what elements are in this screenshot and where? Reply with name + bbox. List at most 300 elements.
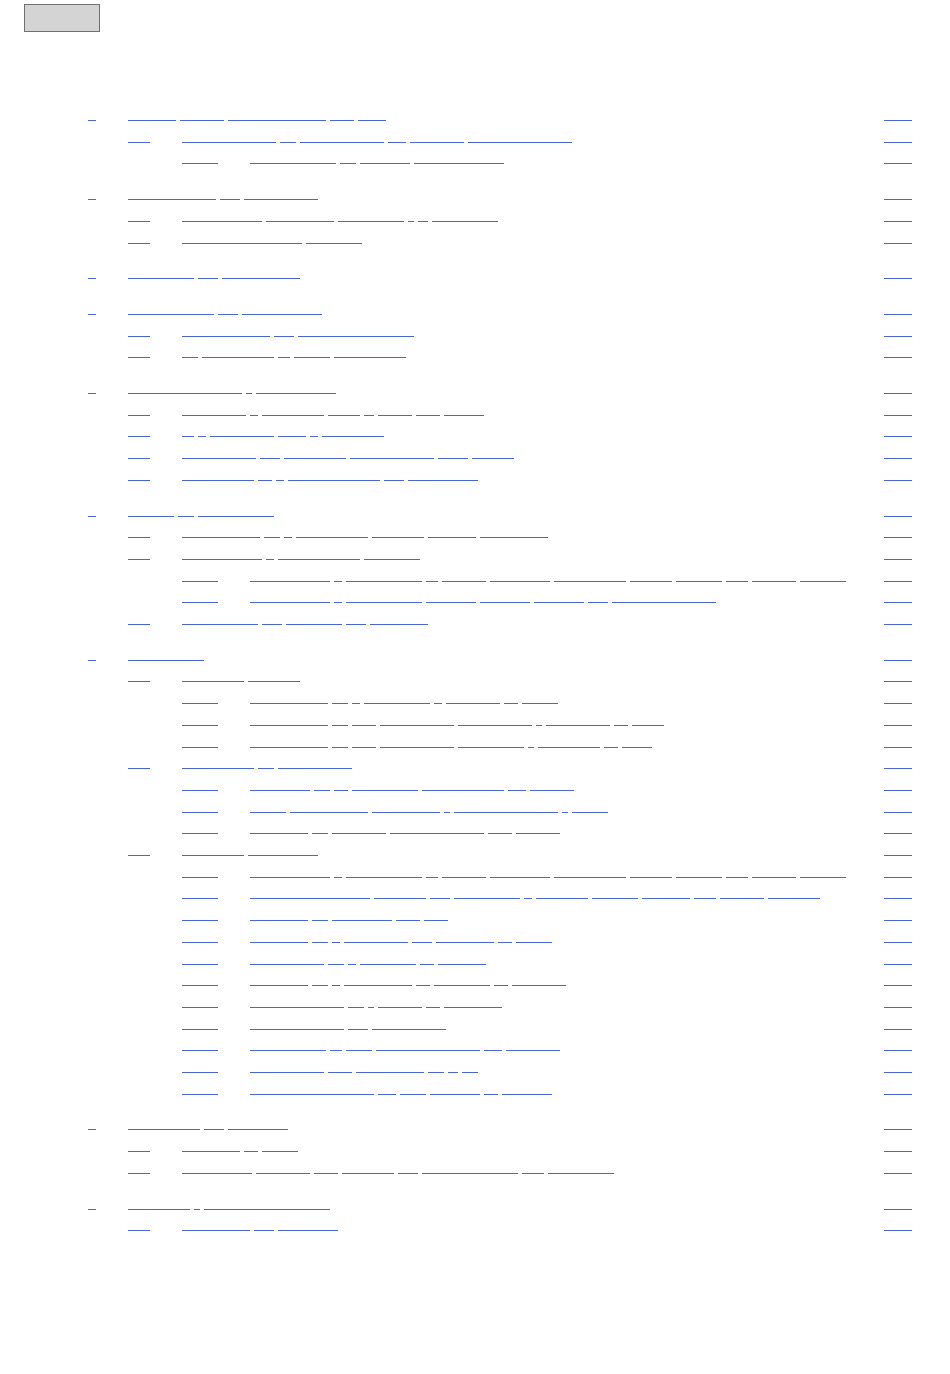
toc-entry-title-word[interactable] (288, 480, 380, 481)
toc-entry[interactable] (0, 675, 950, 687)
toc-entry-title-word[interactable] (250, 415, 258, 416)
toc-entry-title-word[interactable] (128, 660, 204, 661)
toc-entry-title-word[interactable] (454, 812, 558, 813)
toc-entry-title-word[interactable] (408, 480, 478, 481)
toc-entry-title-word[interactable] (536, 725, 542, 726)
toc-entry-title-word[interactable] (182, 243, 302, 244)
toc-entry-title-word[interactable] (296, 537, 368, 538)
toc-entry-title-word[interactable] (182, 436, 194, 437)
toc-entry-title-word[interactable] (346, 624, 366, 625)
toc-entry-page-number[interactable] (884, 393, 912, 394)
toc-entry-page-number[interactable] (884, 142, 912, 143)
toc-entry-title-word[interactable] (250, 985, 308, 986)
toc-entry-number[interactable] (88, 1209, 96, 1210)
toc-entry-number[interactable] (128, 436, 150, 437)
toc-entry-title-word[interactable] (388, 142, 406, 143)
toc-entry-number[interactable] (128, 1151, 150, 1152)
toc-entry-title-word[interactable] (434, 703, 442, 704)
toc-entry-number[interactable] (182, 920, 218, 921)
toc-entry-title-word[interactable] (498, 942, 512, 943)
toc-entry-title-word[interactable] (250, 833, 308, 834)
toc-entry-title-word[interactable] (328, 964, 344, 965)
toc-entry-title-word[interactable] (534, 602, 584, 603)
toc-entry-title-word[interactable] (446, 703, 500, 704)
toc-entry-title-word[interactable] (128, 199, 216, 200)
toc-entry-title-word[interactable] (262, 624, 282, 625)
toc-entry-title-word[interactable] (278, 559, 360, 560)
toc-entry-title-word[interactable] (396, 920, 420, 921)
toc-entry-number[interactable] (88, 314, 96, 315)
toc-entry-title-word[interactable] (182, 681, 244, 682)
toc-entry-number[interactable] (182, 812, 218, 813)
toc-entry-title-word[interactable] (434, 985, 490, 986)
toc-entry-title-word[interactable] (424, 920, 448, 921)
toc-entry-title-word[interactable] (726, 581, 748, 582)
toc-entry-page-number[interactable] (884, 357, 912, 358)
toc-entry-title-word[interactable] (352, 725, 376, 726)
toc-entry-title-word[interactable] (258, 768, 274, 769)
toc-entry-title-word[interactable] (332, 725, 348, 726)
toc-entry-title-word[interactable] (256, 1173, 310, 1174)
toc-entry-number[interactable] (88, 660, 96, 661)
toc-entry-title-word[interactable] (720, 898, 764, 899)
toc-entry-title-word[interactable] (180, 120, 224, 121)
toc-entry-title-word[interactable] (524, 898, 532, 899)
toc-entry-page-number[interactable] (884, 415, 912, 416)
toc-entry-title-word[interactable] (182, 855, 244, 856)
toc-entry-title-word[interactable] (344, 942, 408, 943)
toc-entry-title-word[interactable] (422, 1173, 518, 1174)
toc-entry-title-word[interactable] (458, 747, 524, 748)
toc-entry-title-word[interactable] (250, 602, 330, 603)
toc-entry-title-word[interactable] (352, 747, 376, 748)
toc-entry-number[interactable] (182, 581, 218, 582)
toc-entry-title-word[interactable] (378, 1094, 396, 1095)
toc-entry-page-number[interactable] (884, 480, 912, 481)
toc-entry-number[interactable] (182, 898, 218, 899)
toc-entry-page-number[interactable] (884, 1173, 912, 1174)
toc-entry-page-number[interactable] (884, 833, 912, 834)
toc-entry-title-word[interactable] (182, 559, 262, 560)
toc-entry-title-word[interactable] (250, 747, 328, 748)
toc-entry-number[interactable] (88, 1129, 96, 1130)
toc-entry-title-word[interactable] (340, 163, 356, 164)
toc-entry-number[interactable] (182, 1072, 218, 1073)
toc-entry-page-number[interactable] (884, 624, 912, 625)
toc-entry-title-word[interactable] (254, 1230, 274, 1231)
toc-entry-title-word[interactable] (462, 1072, 478, 1073)
toc-entry-page-number[interactable] (884, 898, 912, 899)
toc-entry[interactable] (0, 409, 950, 421)
toc-entry-page-number[interactable] (884, 1209, 912, 1210)
toc-entry-title-word[interactable] (352, 703, 360, 704)
toc-entry-page-number[interactable] (884, 1230, 912, 1231)
toc-entry-number[interactable] (182, 163, 218, 164)
toc-entry-number[interactable] (182, 942, 218, 943)
toc-entry[interactable] (0, 719, 950, 731)
toc-entry-title-word[interactable] (454, 898, 520, 899)
toc-entry-title-word[interactable] (128, 120, 176, 121)
toc-entry-title-word[interactable] (250, 1029, 344, 1030)
toc-entry-title-word[interactable] (484, 1050, 502, 1051)
toc-entry-title-word[interactable] (182, 458, 256, 459)
toc-entry-title-word[interactable] (204, 1209, 330, 1210)
toc-entry-title-word[interactable] (522, 703, 558, 704)
toc-entry-title-word[interactable] (398, 1173, 418, 1174)
toc-entry-title-word[interactable] (528, 747, 534, 748)
toc-entry-title-word[interactable] (250, 898, 370, 899)
toc-entry-title-word[interactable] (332, 985, 340, 986)
toc-entry[interactable] (0, 387, 950, 399)
toc-entry-title-word[interactable] (330, 1050, 342, 1051)
toc-entry-number[interactable] (128, 559, 150, 560)
toc-entry[interactable] (0, 452, 950, 464)
toc-entry-title-word[interactable] (278, 436, 306, 437)
toc-entry-title-word[interactable] (276, 480, 284, 481)
toc-entry-title-word[interactable] (334, 602, 342, 603)
toc-entry-title-word[interactable] (228, 1129, 288, 1130)
toc-entry-title-word[interactable] (314, 1173, 338, 1174)
toc-entry-number[interactable] (128, 1230, 150, 1231)
toc-entry[interactable] (0, 1088, 950, 1100)
toc-entry-title-word[interactable] (370, 624, 428, 625)
toc-entry-number[interactable] (128, 480, 150, 481)
toc-entry-title-word[interactable] (472, 458, 514, 459)
toc-entry-title-word[interactable] (506, 1050, 560, 1051)
toc-entry-number[interactable] (128, 624, 150, 625)
toc-entry-title-word[interactable] (356, 1072, 424, 1073)
toc-entry-title-word[interactable] (182, 357, 198, 358)
toc-entry-title-word[interactable] (312, 833, 328, 834)
toc-entry-title-word[interactable] (328, 1072, 352, 1073)
toc-entry-title-word[interactable] (250, 790, 310, 791)
toc-entry-title-word[interactable] (182, 221, 262, 222)
toc-entry-title-word[interactable] (182, 537, 260, 538)
toc-entry-title-word[interactable] (338, 221, 404, 222)
toc-entry-page-number[interactable] (884, 1007, 912, 1008)
toc-entry-page-number[interactable] (884, 660, 912, 661)
toc-entry-title-word[interactable] (416, 415, 440, 416)
toc-entry-title-word[interactable] (430, 898, 450, 899)
toc-entry-title-word[interactable] (202, 357, 274, 358)
toc-entry-title-word[interactable] (128, 516, 174, 517)
toc-entry-title-word[interactable] (250, 725, 328, 726)
toc-entry-title-word[interactable] (250, 703, 328, 704)
toc-entry-title-word[interactable] (632, 725, 664, 726)
toc-entry-title-word[interactable] (400, 1094, 426, 1095)
toc-entry-page-number[interactable] (884, 985, 912, 986)
toc-entry-title-word[interactable] (290, 812, 368, 813)
toc-entry[interactable] (0, 330, 950, 342)
toc-entry-title-word[interactable] (334, 790, 348, 791)
toc-entry-page-number[interactable] (884, 581, 912, 582)
toc-entry[interactable] (0, 871, 950, 883)
toc-entry-title-word[interactable] (266, 221, 334, 222)
toc-entry-title-word[interactable] (484, 1094, 498, 1095)
toc-entry[interactable] (0, 1123, 950, 1135)
toc-entry-title-word[interactable] (384, 480, 404, 481)
toc-entry-page-number[interactable] (884, 812, 912, 813)
toc-entry-title-word[interactable] (328, 415, 360, 416)
toc-entry-title-word[interactable] (250, 812, 286, 813)
toc-entry-title-word[interactable] (250, 942, 308, 943)
toc-entry-title-word[interactable] (562, 812, 568, 813)
toc-entry-page-number[interactable] (884, 703, 912, 704)
toc-entry-title-word[interactable] (244, 199, 318, 200)
toc-entry-page-number[interactable] (884, 221, 912, 222)
toc-entry-title-word[interactable] (630, 581, 672, 582)
toc-entry-number[interactable] (182, 725, 218, 726)
toc-entry[interactable] (0, 914, 950, 926)
toc-entry-title-word[interactable] (800, 581, 846, 582)
toc-entry-title-word[interactable] (194, 1209, 200, 1210)
toc-entry-title-word[interactable] (182, 142, 276, 143)
toc-entry-title-word[interactable] (178, 516, 194, 517)
toc-entry-title-word[interactable] (128, 1209, 190, 1210)
toc-entry-title-word[interactable] (432, 221, 498, 222)
toc-entry-title-word[interactable] (380, 747, 454, 748)
toc-entry-title-word[interactable] (358, 120, 386, 121)
toc-entry-number[interactable] (128, 415, 150, 416)
toc-entry-title-word[interactable] (364, 559, 420, 560)
toc-entry[interactable] (0, 784, 950, 796)
toc-entry-title-word[interactable] (612, 602, 716, 603)
toc-entry[interactable] (0, 215, 950, 227)
toc-entry-number[interactable] (182, 1094, 218, 1095)
toc-entry-title-word[interactable] (222, 278, 300, 279)
toc-entry[interactable] (0, 618, 950, 630)
toc-entry-title-word[interactable] (250, 1094, 374, 1095)
toc-entry-page-number[interactable] (884, 1029, 912, 1030)
toc-entry-title-word[interactable] (322, 436, 384, 437)
toc-entry-title-word[interactable] (182, 336, 270, 337)
toc-entry-title-word[interactable] (752, 877, 796, 878)
toc-entry-number[interactable] (182, 1029, 218, 1030)
toc-entry-title-word[interactable] (428, 1072, 444, 1073)
toc-entry-title-word[interactable] (430, 1094, 480, 1095)
toc-entry[interactable] (0, 806, 950, 818)
toc-entry-title-word[interactable] (622, 747, 652, 748)
toc-entry[interactable] (0, 596, 950, 608)
toc-entry-page-number[interactable] (884, 681, 912, 682)
toc-entry-title-word[interactable] (348, 1007, 364, 1008)
toc-entry[interactable] (0, 237, 950, 249)
toc-entry-title-word[interactable] (250, 1050, 326, 1051)
toc-entry[interactable] (0, 1001, 950, 1013)
toc-entry-title-word[interactable] (248, 681, 300, 682)
toc-entry-title-word[interactable] (346, 877, 422, 878)
toc-entry-title-word[interactable] (346, 602, 422, 603)
toc-entry-number[interactable] (128, 537, 150, 538)
toc-entry-title-word[interactable] (182, 624, 258, 625)
toc-entry-title-word[interactable] (300, 142, 384, 143)
toc-entry[interactable] (0, 474, 950, 486)
toc-entry[interactable] (0, 193, 950, 205)
toc-entry-title-word[interactable] (250, 163, 336, 164)
toc-entry-title-word[interactable] (426, 602, 476, 603)
toc-entry-title-word[interactable] (480, 537, 548, 538)
toc-entry-page-number[interactable] (884, 199, 912, 200)
toc-entry-number[interactable] (128, 681, 150, 682)
toc-entry-title-word[interactable] (250, 877, 330, 878)
toc-entry-title-word[interactable] (310, 436, 318, 437)
toc-entry-title-word[interactable] (442, 877, 486, 878)
toc-entry-title-word[interactable] (262, 1151, 298, 1152)
toc-entry-title-word[interactable] (516, 942, 552, 943)
toc-entry-number[interactable] (128, 142, 150, 143)
toc-entry-number[interactable] (182, 703, 218, 704)
toc-entry-title-word[interactable] (204, 1129, 224, 1130)
toc-entry-page-number[interactable] (884, 725, 912, 726)
toc-entry-title-word[interactable] (182, 1230, 250, 1231)
toc-entry-title-word[interactable] (488, 833, 512, 834)
toc-entry[interactable] (0, 958, 950, 970)
toc-entry-title-word[interactable] (546, 725, 610, 726)
toc-entry[interactable] (0, 531, 950, 543)
toc-entry-page-number[interactable] (884, 1129, 912, 1130)
toc-entry-title-word[interactable] (284, 458, 346, 459)
toc-entry-title-word[interactable] (490, 877, 550, 878)
toc-entry-title-word[interactable] (408, 221, 414, 222)
toc-entry-number[interactable] (182, 964, 218, 965)
toc-entry-title-word[interactable] (572, 812, 608, 813)
toc-entry-number[interactable] (182, 1050, 218, 1051)
toc-entry-title-word[interactable] (438, 964, 486, 965)
toc-entry-title-word[interactable] (502, 1094, 552, 1095)
toc-entry-title-word[interactable] (376, 1050, 480, 1051)
toc-entry-page-number[interactable] (884, 516, 912, 517)
toc-entry-title-word[interactable] (458, 725, 532, 726)
toc-entry-title-word[interactable] (372, 537, 424, 538)
toc-entry-page-number[interactable] (884, 1094, 912, 1095)
toc-entry[interactable] (0, 1224, 950, 1236)
toc-entry-title-word[interactable] (228, 120, 326, 121)
toc-entry-title-word[interactable] (614, 725, 628, 726)
toc-entry[interactable] (0, 892, 950, 904)
toc-entry-title-word[interactable] (346, 1050, 372, 1051)
toc-entry-title-word[interactable] (444, 1007, 502, 1008)
toc-entry-title-word[interactable] (182, 1151, 240, 1152)
toc-entry-title-word[interactable] (676, 581, 722, 582)
toc-entry-page-number[interactable] (884, 336, 912, 337)
toc-entry-number[interactable] (182, 790, 218, 791)
toc-entry-number[interactable] (182, 833, 218, 834)
toc-entry[interactable] (0, 157, 950, 169)
toc-entry-title-word[interactable] (352, 790, 418, 791)
toc-entry[interactable] (0, 936, 950, 948)
toc-entry-title-word[interactable] (508, 790, 526, 791)
toc-entry-page-number[interactable] (884, 537, 912, 538)
toc-entry-title-word[interactable] (210, 436, 274, 437)
toc-entry-title-word[interactable] (420, 964, 434, 965)
toc-entry-number[interactable] (182, 877, 218, 878)
toc-entry-title-word[interactable] (364, 703, 430, 704)
toc-entry-title-word[interactable] (438, 458, 468, 459)
toc-entry-title-word[interactable] (312, 985, 328, 986)
toc-entry[interactable] (0, 1145, 950, 1157)
toc-entry-page-number[interactable] (884, 458, 912, 459)
toc-entry-title-word[interactable] (274, 336, 294, 337)
toc-entry-number[interactable] (128, 768, 150, 769)
toc-entry-number[interactable] (88, 199, 96, 200)
toc-entry-page-number[interactable] (884, 559, 912, 560)
toc-entry-title-word[interactable] (286, 624, 342, 625)
toc-entry-title-word[interactable] (348, 964, 356, 965)
toc-entry-title-word[interactable] (372, 1029, 446, 1030)
toc-entry-number[interactable] (182, 602, 218, 603)
toc-entry-title-word[interactable] (278, 1230, 338, 1231)
toc-entry-title-word[interactable] (422, 790, 504, 791)
toc-entry-page-number[interactable] (884, 314, 912, 315)
toc-entry-title-word[interactable] (442, 581, 486, 582)
toc-entry-title-word[interactable] (536, 898, 588, 899)
toc-entry-title-word[interactable] (198, 436, 206, 437)
toc-entry-title-word[interactable] (350, 458, 434, 459)
toc-entry-title-word[interactable] (250, 1007, 344, 1008)
toc-entry-number[interactable] (88, 120, 96, 121)
toc-entry-title-word[interactable] (372, 812, 440, 813)
toc-entry-title-word[interactable] (768, 898, 820, 899)
toc-entry-title-word[interactable] (444, 415, 484, 416)
toc-entry-title-word[interactable] (428, 537, 476, 538)
toc-entry-title-word[interactable] (554, 581, 626, 582)
toc-entry-title-word[interactable] (752, 581, 796, 582)
toc-entry-page-number[interactable] (884, 436, 912, 437)
toc-entry[interactable] (0, 575, 950, 587)
toc-entry-page-number[interactable] (884, 877, 912, 878)
toc-entry-title-word[interactable] (264, 537, 280, 538)
toc-entry-title-word[interactable] (298, 336, 414, 337)
toc-entry-title-word[interactable] (448, 1072, 458, 1073)
toc-entry-title-word[interactable] (294, 357, 330, 358)
toc-entry-title-word[interactable] (332, 747, 348, 748)
toc-entry-number[interactable] (88, 278, 96, 279)
toc-entry-title-word[interactable] (360, 964, 416, 965)
toc-entry-title-word[interactable] (490, 581, 550, 582)
toc-entry-title-word[interactable] (242, 314, 322, 315)
toc-entry-title-word[interactable] (266, 559, 274, 560)
toc-entry-number[interactable] (128, 221, 150, 222)
toc-entry-title-word[interactable] (280, 142, 296, 143)
toc-entry-title-word[interactable] (378, 1007, 422, 1008)
toc-entry-page-number[interactable] (884, 855, 912, 856)
toc-entry-title-word[interactable] (332, 920, 392, 921)
toc-entry-title-word[interactable] (412, 942, 432, 943)
toc-entry-page-number[interactable] (884, 920, 912, 921)
toc-entry-number[interactable] (88, 393, 96, 394)
toc-entry-title-word[interactable] (414, 163, 504, 164)
toc-entry-title-word[interactable] (418, 221, 428, 222)
toc-entry-title-word[interactable] (344, 985, 412, 986)
toc-entry-number[interactable] (88, 516, 96, 517)
toc-entry-title-word[interactable] (218, 314, 238, 315)
toc-entry-page-number[interactable] (884, 964, 912, 965)
toc-entry-title-word[interactable] (444, 812, 450, 813)
toc-entry-title-word[interactable] (522, 1173, 544, 1174)
toc-entry-title-word[interactable] (642, 898, 690, 899)
toc-entry-title-word[interactable] (250, 1072, 324, 1073)
toc-entry-title-word[interactable] (278, 768, 352, 769)
toc-entry-title-word[interactable] (198, 278, 218, 279)
toc-entry-title-word[interactable] (726, 877, 748, 878)
toc-entry-title-word[interactable] (494, 985, 508, 986)
toc-entry-title-word[interactable] (538, 747, 600, 748)
toc-entry-title-word[interactable] (306, 243, 362, 244)
toc-entry-title-word[interactable] (548, 1173, 614, 1174)
toc-entry-title-word[interactable] (380, 725, 454, 726)
toc-entry-title-word[interactable] (342, 1173, 394, 1174)
toc-entry-number[interactable] (182, 747, 218, 748)
